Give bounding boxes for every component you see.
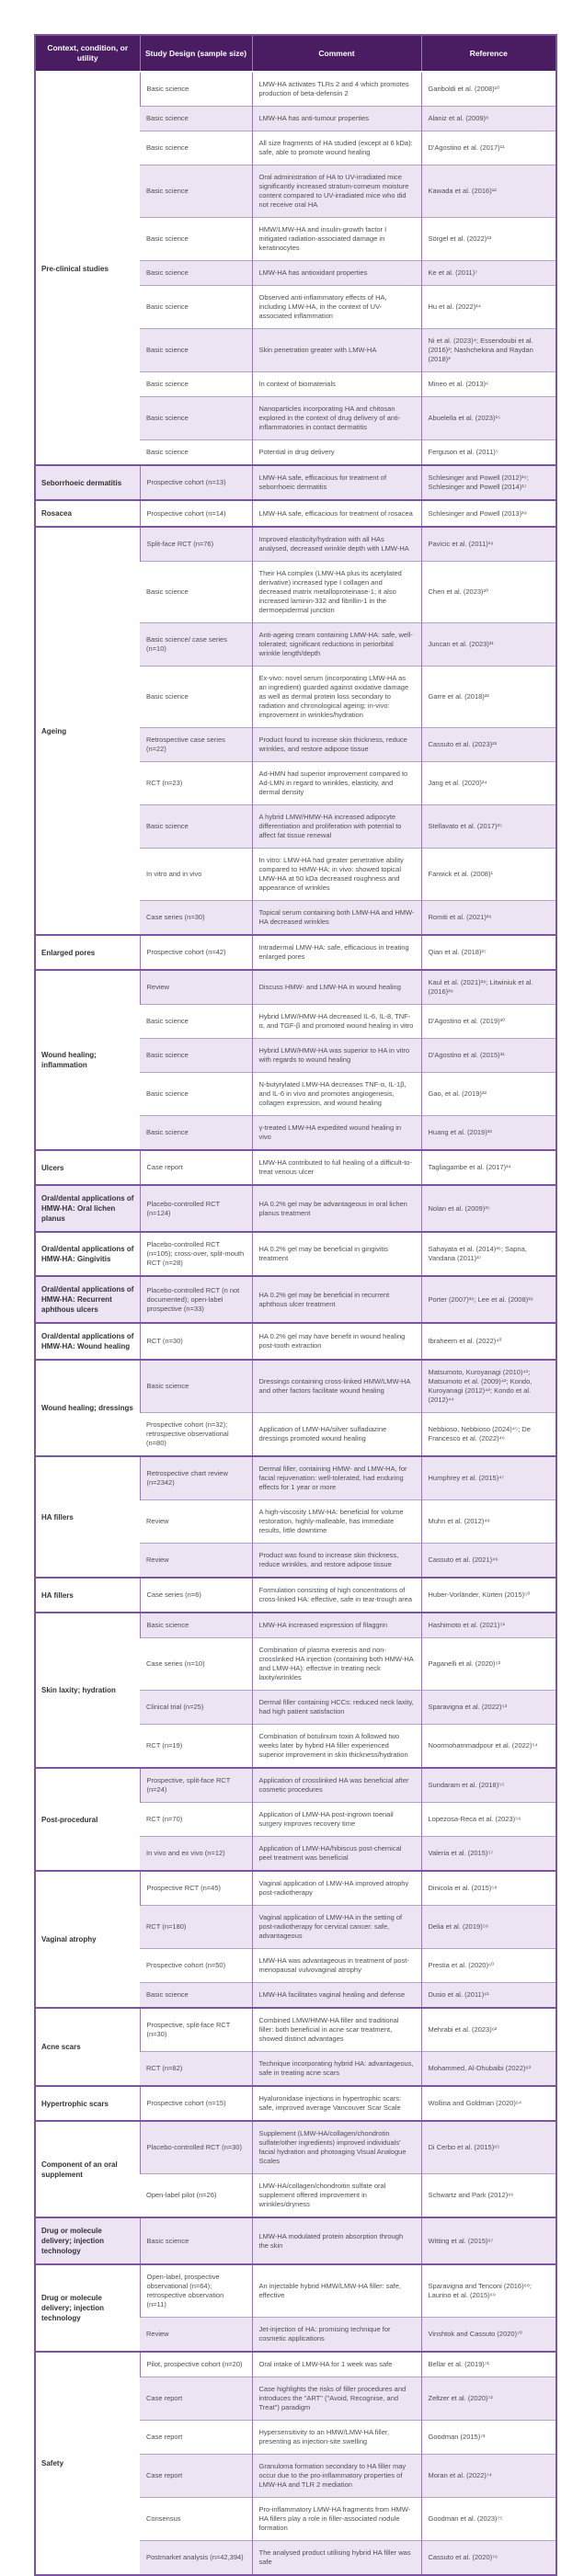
- reference-cell: Cassuto et al. (2023)²³: [421, 728, 555, 762]
- reference-cell: Jang et al. (2020)²⁴: [421, 762, 555, 805]
- design-cell: Case report: [140, 2421, 252, 2455]
- group-label-cell: Drug or molecule delivery; injection technology: [36, 2264, 140, 2352]
- reference-cell: Sörgel et al. (2022)¹³: [421, 218, 555, 261]
- design-cell: Retrospective case series (n=22): [140, 728, 252, 762]
- comment-cell: LMW-HA/collagen/chondroitin sulfate oral supplement offered improvement in wrinkles/dryness: [252, 2174, 421, 2218]
- table-row: [36, 1456, 555, 1500]
- table-row: [36, 1232, 555, 1276]
- table-row: [36, 1185, 555, 1232]
- reference-cell: Gao, et al. (2019)³²: [421, 1073, 555, 1116]
- group-label-cell: Enlarged pores: [36, 935, 140, 970]
- reference-cell: Alaniz et al. (2009)⁸: [421, 107, 555, 131]
- design-cell: Basic science: [140, 72, 252, 107]
- comment-cell: A hybrid LMW/HMW-HA increased adipocyte differentiation and proliferation with potential to affect fat tissue renewal: [252, 805, 421, 849]
- reference-cell: Nebbioso, Nebbioso (2024)⁴⁵; De Francesco et al. (2022)⁴⁶: [421, 1413, 555, 1457]
- design-cell: Review: [140, 1544, 252, 1579]
- reference-cell: Mohammed, Al-Dhubaibi (2022)⁶³: [421, 2052, 555, 2087]
- group-label-cell: Rosacea: [36, 500, 140, 527]
- comment-cell: Granuloma formation secondary to HA filler may occur due to the pro-inflammatory properties of LMW-HA and TLR 2 mediation: [252, 2455, 421, 2498]
- comment-cell: Product was found to increase skin thickness, reduce wrinkles, and restore adipose tissue: [252, 1544, 421, 1579]
- design-cell: Split-face RCT (n=76): [140, 527, 252, 562]
- design-cell: Review: [140, 2318, 252, 2353]
- comment-cell: Ad-HMN had superior improvement compared to Ad-LMN in regard to wrinkles, elasticity, and dermal density: [252, 762, 421, 805]
- design-cell: RCT (n=19): [140, 1725, 252, 1769]
- reference-cell: Sahayata et al. (2014)³⁶; Sapna, Vandana (2011)³⁷: [421, 1232, 555, 1276]
- reference-cell: Moran et al. (2022)⁷⁴: [421, 2455, 555, 2498]
- comment-cell: Hyaluronidase injections in hypertrophic scars: safe, improved average Vancouver Scar Scale: [252, 2086, 421, 2121]
- design-cell: Basic science: [140, 805, 252, 849]
- design-cell: Open-label, prospective observational (n=64); retrospective observation (n=11): [140, 2264, 252, 2318]
- reference-cell: Ibraheem et al. (2022)⁴⁰: [421, 1323, 555, 1360]
- group-label-cell: Drug or molecule delivery; injection technology: [36, 2217, 140, 2264]
- design-cell: Case report: [140, 2377, 252, 2421]
- comment-cell: Combined LMW/HMW-HA filler and traditional filler: both beneficial in acne scar treatment, showed distinct advantages: [252, 2008, 421, 2052]
- table-row: [36, 2121, 555, 2174]
- comment-cell: Supplement (LMW-HA/collagen/chondrotin sulfate/other ingredients) improved individuals' facial hydration and photoaging Visual Analogue Scales: [252, 2121, 421, 2174]
- reference-cell: Cassuto et al. (2020)⁷⁶: [421, 2541, 555, 2575]
- design-cell: Consensus: [140, 2498, 252, 2541]
- design-cell: RCT (n=70): [140, 1803, 252, 1837]
- design-cell: Prospective, split-face RCT (n=30): [140, 2008, 252, 2052]
- reference-cell: Di Cerbo et al. (2015)⁶⁵: [421, 2121, 555, 2174]
- comment-cell: HA 0.2% gel may be beneficial in recurrent aphthous ulcer treatment: [252, 1276, 421, 1323]
- design-cell: Basic science: [140, 1360, 252, 1413]
- evidence-table: [36, 36, 555, 2574]
- comment-cell: Hybrid LMW/HMW-HA was superior to HA in vitro with regards to wound healing: [252, 1039, 421, 1073]
- reference-cell: Goodman (2015)⁷³: [421, 2421, 555, 2455]
- reference-cell: Dinicola et al. (2015)⁵⁸: [421, 1871, 555, 1906]
- column-header-study-design: Study Design (sample size): [140, 36, 252, 72]
- design-cell: Basic science: [140, 165, 252, 218]
- comment-cell: LMW-HA activates TLRs 2 and 4 which promotes production of beta-defensin 2: [252, 72, 421, 107]
- group-label-cell: Wound healing; dressings: [36, 1360, 140, 1456]
- reference-cell: Juncan et al. (2023)²¹: [421, 623, 555, 667]
- table-row: [36, 1150, 555, 1185]
- reference-cell: Cassuto et al. (2021)⁴⁹: [421, 1544, 555, 1579]
- table-row: [36, 970, 555, 1005]
- reference-cell: Zeltzer et al. (2020)⁷²: [421, 2377, 555, 2421]
- design-cell: Basic science: [140, 1005, 252, 1039]
- reference-cell: Dusio et al. (2011)⁶¹: [421, 1983, 555, 2009]
- table-row: [36, 465, 555, 500]
- design-cell: Review: [140, 970, 252, 1005]
- comment-cell: Improved elasticity/hydration with all HAs analysed, decreased wrinkle depth with LMW-HA: [252, 527, 421, 562]
- reference-cell: Gariboldi et al. (2008)¹⁰: [421, 72, 555, 107]
- table-row: [36, 935, 555, 970]
- design-cell: Placebo-controlled RCT (n not documented); open-label prospective (n=33): [140, 1276, 252, 1323]
- table-row: [36, 2217, 555, 2264]
- group-label-cell: Safety: [36, 2352, 140, 2574]
- comment-cell: Application of crosslinked HA was beneficial after cosmetic procedures: [252, 1768, 421, 1803]
- design-cell: Placebo-controlled RCT (n=124): [140, 1185, 252, 1232]
- group-label-cell: Hypertrophic scars: [36, 2086, 140, 2121]
- comment-cell: Dermal filler, containing HMW- and LMW-HA, for facial rejuvenation: well-tolerated, had enduring effects for 1 year or more: [252, 1456, 421, 1500]
- comment-cell: Product found to increase skin thickness, reduce wrinkles, and restore adipose tissue: [252, 728, 421, 762]
- group-label-cell: Vaginal atrophy: [36, 1871, 140, 2008]
- design-cell: Basic science: [140, 397, 252, 440]
- column-header-context: Context, condition, or utility: [36, 36, 140, 72]
- design-cell: Pilot, prospective cohort (n=20): [140, 2352, 252, 2377]
- design-cell: Case report: [140, 2455, 252, 2498]
- reference-cell: Goodman et al. (2023)⁷⁵: [421, 2498, 555, 2541]
- reference-cell: Romiti et al. (2021)²⁶: [421, 901, 555, 936]
- reference-cell: Vinshtok and Cassuto (2020)⁷⁰: [421, 2318, 555, 2353]
- design-cell: Basic science: [140, 667, 252, 728]
- comment-cell: HMW/LMW-HA and insulin-growth factor I mitigated radiation-associated damage in keratinocytes: [252, 218, 421, 261]
- design-cell: Open-label pilot (n=26): [140, 2174, 252, 2218]
- design-cell: Review: [140, 1500, 252, 1544]
- comment-cell: LMW-HA increased expression of filaggrin: [252, 1613, 421, 1638]
- reference-cell: Qian et al. (2018)²⁷: [421, 935, 555, 970]
- design-cell: In vivo and ex vivo (n=12): [140, 1837, 252, 1872]
- design-cell: Basic science: [140, 1039, 252, 1073]
- reference-cell: Huang et al. (2019)³³: [421, 1116, 555, 1151]
- table-row: [36, 2352, 555, 2377]
- comment-cell: HA 0.2% gel may be advantageous in oral lichen planus treatment: [252, 1185, 421, 1232]
- reference-cell: Noormohammadpour et al. (2022)⁵⁴: [421, 1725, 555, 1769]
- comment-cell: Intradermal LMW-HA: safe, efficacious in treating enlarged pores: [252, 935, 421, 970]
- comment-cell: LMW-HA has antioxidant properties: [252, 261, 421, 286]
- group-label-cell: Seborrhoeic dermatitis: [36, 465, 140, 500]
- reference-cell: Bellar et al. (2019)⁷¹: [421, 2352, 555, 2377]
- reference-cell: D'Agostino et al. (2015)³¹: [421, 1039, 555, 1073]
- comment-cell: Skin penetration greater with LMW-HA: [252, 329, 421, 372]
- table-row: [36, 1871, 555, 1906]
- header-row: [36, 36, 555, 72]
- comment-cell: N-butyrylated LMW-HA decreases TNF-α, IL-1β, and IL-6 in vivo and promotes angiogenesis, collagen expression, and wound healing: [252, 1073, 421, 1116]
- design-cell: Placebo-controlled RCT (n=30): [140, 2121, 252, 2174]
- comment-cell: Pro-inflammatory LMW-HA fragments from HMW-HA fillers play a role in filler-associated nodule formation: [252, 2498, 421, 2541]
- reference-cell: D'Agostino et al. (2017)¹¹: [421, 131, 555, 165]
- design-cell: Basic science: [140, 107, 252, 131]
- comment-cell: A high-viscosity LMW-HA: beneficial for volume restoration, highly-malleable, has immediate results, little downtime: [252, 1500, 421, 1544]
- design-cell: Prospective cohort (n=14): [140, 500, 252, 527]
- comment-cell: Anti-ageing cream containing LMW-HA: safe, well-tolerated; significant reductions in periorbital wrinkle length/depth: [252, 623, 421, 667]
- table-row: [36, 2086, 555, 2121]
- table-row: [36, 1323, 555, 1360]
- reference-cell: Garre et al. (2018)²²: [421, 667, 555, 728]
- design-cell: Case series (n=6): [140, 1578, 252, 1613]
- group-label-cell: Ageing: [36, 527, 140, 935]
- reference-cell: Ferguson et al. (2011)⁵: [421, 440, 555, 466]
- design-cell: RCT (n=30): [140, 1323, 252, 1360]
- reference-cell: Witting et al. (2015)⁶⁷: [421, 2217, 555, 2264]
- design-cell: Basic science: [140, 261, 252, 286]
- design-cell: Case report: [140, 1150, 252, 1185]
- comment-cell: Dermal filler containing HCCs: reduced neck laxity, had high patient satisfaction: [252, 1691, 421, 1725]
- reference-cell: Kawada et al. (2016)¹²: [421, 165, 555, 218]
- comment-cell: Case highlights the risks of filler procedures and introduces the "ART" ("Avoid, Recognise, and Treat") paradigm: [252, 2377, 421, 2421]
- reference-cell: Muhn et al. (2012)⁴⁸: [421, 1500, 555, 1544]
- comment-cell: Topical serum containing both LMW-HA and HMW-HA decreased wrinkles: [252, 901, 421, 936]
- table-row: [36, 1276, 555, 1323]
- reference-cell: Huber-Vorländer, Kürten (2015)⁵⁰: [421, 1578, 555, 1613]
- group-label-cell: Pre-clinical studies: [36, 72, 140, 465]
- design-cell: Basic science: [140, 1983, 252, 2009]
- comment-cell: An injectable hybrid HMW/LMW-HA filler: safe, effective: [252, 2264, 421, 2318]
- comment-cell: In vitro: LMW-HA had greater penetrative ability compared to HMW-HA; in vivo: showed topical LMW-HA at 50 kDa decreased roughness and appearance of wrinkles: [252, 849, 421, 901]
- reference-cell: Valeria et al. (2015)⁵⁷: [421, 1837, 555, 1872]
- comment-cell: γ-treated LMW-HA expedited wound healing in vivo: [252, 1116, 421, 1151]
- reference-cell: Farwick et al. (2008)¹: [421, 849, 555, 901]
- group-label-cell: Ulcers: [36, 1150, 140, 1185]
- group-label-cell: Oral/dental applications of HMW-HA: Oral lichen planus: [36, 1185, 140, 1232]
- design-cell: Prospective cohort (n=42): [140, 935, 252, 970]
- table-row: [36, 1768, 555, 1803]
- design-cell: In vitro and in vivo: [140, 849, 252, 901]
- comment-cell: All size fragments of HA studied (except at 6 kDa): safe, able to promote wound healing: [252, 131, 421, 165]
- group-label-cell: HA fillers: [36, 1456, 140, 1578]
- reference-cell: Humphrey et al. (2015)⁴⁷: [421, 1456, 555, 1500]
- design-cell: RCT (n=82): [140, 2052, 252, 2087]
- comment-cell: HA 0.2% gel may have benefit in wound healing post-tooth extraction: [252, 1323, 421, 1360]
- design-cell: Basic science: [140, 1116, 252, 1151]
- group-label-cell: Component of an oral supplement: [36, 2121, 140, 2217]
- reference-cell: Chen et al. (2023)²⁰: [421, 562, 555, 623]
- reference-cell: Sparavigna and Tenconi (2016)⁶⁸; Laurino et al. (2015)⁶⁹: [421, 2264, 555, 2318]
- reference-cell: Sundaram et al. (2018)⁵⁵: [421, 1768, 555, 1803]
- table-body: [36, 72, 555, 2574]
- design-cell: Clinical trial (n=25): [140, 1691, 252, 1725]
- design-cell: Basic science: [140, 2217, 252, 2264]
- comment-cell: Application of LMW-HA/silver sulfadiazine dressings promoted wound healing: [252, 1413, 421, 1457]
- comment-cell: The analysed product utilising hybrid HA filler was safe: [252, 2541, 421, 2575]
- design-cell: Retrospective chart review (n=2342): [140, 1456, 252, 1500]
- comment-cell: Formulation consisting of high concentrations of cross-linked HA: effective, safe in tear-trough area: [252, 1578, 421, 1613]
- reference-cell: Pavicic et al. (2011)¹⁹: [421, 527, 555, 562]
- design-cell: Case series (n=30): [140, 901, 252, 936]
- reference-cell: Matsumoto, Kuroyanagi (2010)⁴¹; Matsumoto et al. (2009)⁴²; Kondo, Kuroyanagi (2012)⁴³; Kondo et al. (2012)⁴⁴: [421, 1360, 555, 1413]
- reference-cell: Delia et al. (2019)⁵⁹: [421, 1906, 555, 1949]
- comment-cell: Technique incorporating hybrid HA: advantageous, safe in treating acne scars: [252, 2052, 421, 2087]
- reference-cell: Schlesinger and Powell (2013)¹⁸: [421, 500, 555, 527]
- design-cell: Prospective RCT (n=45): [140, 1871, 252, 1906]
- reference-cell: Ke et al. (2011)⁷: [421, 261, 555, 286]
- comment-cell: Nanoparticles incorporating HA and chitosan explored in the context of drug delivery of anti-inflammatories in contact dermatitis: [252, 397, 421, 440]
- design-cell: Basic science: [140, 1073, 252, 1116]
- reference-cell: Sparavigna et al. (2022)⁵³: [421, 1691, 555, 1725]
- comment-cell: Combination of plasma exeresis and non-crosslinked HA injection (containing both HMW-HA and LMW-HA): effective in treating neck laxity/wrinkles: [252, 1638, 421, 1691]
- reference-cell: Abuelella et al. (2023)¹⁵: [421, 397, 555, 440]
- design-cell: Placebo-controlled RCT (n=105); cross-over, split-mouth RCT (n=28): [140, 1232, 252, 1276]
- design-cell: Prospective cohort (n=15): [140, 2086, 252, 2121]
- table-row: [36, 2264, 555, 2318]
- comment-cell: In context of biomaterials: [252, 372, 421, 397]
- table-row: [36, 1578, 555, 1613]
- reference-cell: Paganelli et al. (2020)⁵²: [421, 1638, 555, 1691]
- reference-cell: D'Agostino et al. (2019)³⁰: [421, 1005, 555, 1039]
- reference-cell: Prestia et al. (2020)⁶⁰: [421, 1949, 555, 1983]
- comment-cell: Discuss HMW- and LMW-HA in wound healing: [252, 970, 421, 1005]
- comment-cell: Vaginal application of LMW-HA in the setting of post-radiotherapy for cervical cancer: safe, advantageous: [252, 1906, 421, 1949]
- comment-cell: LMW-HA facilitates vaginal healing and defense: [252, 1983, 421, 2009]
- comment-cell: Jet-injection of HA: promising technique for cosmetic applications: [252, 2318, 421, 2353]
- design-cell: RCT (n=23): [140, 762, 252, 805]
- comment-cell: Hybrid LMW/HMW-HA decreased IL-6, IL-8, TNF-α, and TGF-β and promoted wound healing in vitro: [252, 1005, 421, 1039]
- design-cell: Case series (n=10): [140, 1638, 252, 1691]
- comment-cell: Observed anti-inflammatory effects of HA, including LMW-HA, in the context of UV-associated inflammation: [252, 286, 421, 329]
- comment-cell: Hypersensitivity to an HMW/LMW-HA filler, presenting as injection-site swelling: [252, 2421, 421, 2455]
- comment-cell: HA 0.2% gel may be beneficial in gingivitis treatment: [252, 1232, 421, 1276]
- reference-cell: Ni et al. (2023)⁴; Essendoubi et al. (2016)²; Nashchekina and Raydan (2018)³: [421, 329, 555, 372]
- group-label-cell: Wound healing; inflammation: [36, 970, 140, 1150]
- design-cell: Basic science: [140, 1613, 252, 1638]
- design-cell: Basic science: [140, 286, 252, 329]
- design-cell: Basic science: [140, 131, 252, 165]
- comment-cell: Potential in drug delivery: [252, 440, 421, 466]
- table-row: [36, 1613, 555, 1638]
- reference-cell: Hashimoto et al. (2021)⁵¹: [421, 1613, 555, 1638]
- group-label-cell: Post-procedural: [36, 1768, 140, 1871]
- comment-cell: LMW-HA was advantageous in treatment of post-menopausal vulvovaginal atrophy: [252, 1949, 421, 1983]
- design-cell: Basic science: [140, 440, 252, 466]
- comment-cell: LMW-HA modulated protein absorption through the skin: [252, 2217, 421, 2264]
- design-cell: RCT (n=180): [140, 1906, 252, 1949]
- reference-cell: Stellavato et al. (2017)²⁵: [421, 805, 555, 849]
- comment-cell: Oral intake of LMW-HA for 1 week was safe: [252, 2352, 421, 2377]
- reference-cell: Kaul et al. (2021)²⁸; Litwiniuk et al. (2016)²⁹: [421, 970, 555, 1005]
- design-cell: Basic science: [140, 218, 252, 261]
- design-cell: Prospective cohort (n=13): [140, 465, 252, 500]
- reference-cell: Nolan et al. (2009)³⁵: [421, 1185, 555, 1232]
- reference-cell: Schlesinger and Powell (2012)¹⁶; Schlesinger and Powell (2014)¹⁷: [421, 465, 555, 500]
- reference-cell: Schwartz and Park (2012)⁶⁶: [421, 2174, 555, 2218]
- table-row: [36, 527, 555, 562]
- comment-cell: LMW-HA contributed to full healing of a difficult-to-treat venous ulcer: [252, 1150, 421, 1185]
- column-header-reference: Reference: [421, 36, 555, 72]
- design-cell: Postmarket analysis (n=42,394): [140, 2541, 252, 2575]
- comment-cell: Dressings containing cross-linked HMW/LMW-HA and other factors facilitate wound healing: [252, 1360, 421, 1413]
- design-cell: Basic science: [140, 562, 252, 623]
- group-label-cell: Skin laxity; hydration: [36, 1613, 140, 1768]
- table-row: [36, 1360, 555, 1413]
- group-label-cell: Oral/dental applications of HMW-HA: Recurrent aphthous ulcers: [36, 1276, 140, 1323]
- comment-cell: Oral administration of HA to UV-irradiated mice significantly increased stratum-corneum moisture content compared to UV-irradiated mice who did not receive oral HA: [252, 165, 421, 218]
- column-header-comment: Comment: [252, 36, 421, 72]
- design-cell: Prospective cohort (n=50): [140, 1949, 252, 1983]
- group-label-cell: Oral/dental applications of HMW-HA: Gingivitis: [36, 1232, 140, 1276]
- reference-cell: Mehrabi et al. (2023)⁶²: [421, 2008, 555, 2052]
- comment-cell: LMW-HA safe, efficacious for treatment of rosacea: [252, 500, 421, 527]
- reference-cell: Wollina and Goldman (2020)⁶⁴: [421, 2086, 555, 2121]
- comment-cell: Ex-vivo: novel serum (incorporating LMW-HA as an ingredient) guarded against oxidative damage as well as dermal protein loss secondary to radiation and chronological ageing; in-vivo: improvement in wrinkles/hydration: [252, 667, 421, 728]
- comment-cell: Application of LMW-HA/hibiscus post-chemical peel treatment was beneficial: [252, 1837, 421, 1872]
- design-cell: Basic science: [140, 329, 252, 372]
- design-cell: Basic science/ case series (n=10): [140, 623, 252, 667]
- group-label-cell: Acne scars: [36, 2008, 140, 2086]
- table-row: [36, 2008, 555, 2052]
- table-row: [36, 72, 555, 107]
- design-cell: Prospective cohort (n=32); retrospective observational (n=80): [140, 1413, 252, 1457]
- comment-cell: Combination of botulinum toxin A followed two weeks later by hybrid HA filler experienced superior improvement in skin thickness/hydration: [252, 1725, 421, 1769]
- reference-cell: Mineo et al. (2013)⁶: [421, 372, 555, 397]
- comment-cell: Their HA complex (LMW-HA plus its acetylated derivative) increased type I collagen and decreased matrix metalloproteinase-1; it also increased laminin-332 and fibrillin-1 in the dermoepidermal junction: [252, 562, 421, 623]
- table-row: [36, 500, 555, 527]
- reference-cell: Porter (2007)³⁸; Lee et al. (2008)³⁹: [421, 1276, 555, 1323]
- comment-cell: Vaginal application of LMW-HA improved atrophy post-radiotherapy: [252, 1871, 421, 1906]
- clinical-evidence-table: [34, 34, 557, 2576]
- table-header: [36, 36, 555, 72]
- comment-cell: LMW-HA has anti-tumour properties: [252, 107, 421, 131]
- comment-cell: LMW-HA safe, efficacious for treatment of seborrhoeic dermatitis: [252, 465, 421, 500]
- reference-cell: Hu et al. (2022)¹⁴: [421, 286, 555, 329]
- reference-cell: Tagliagambe et al. (2017)³⁴: [421, 1150, 555, 1185]
- design-cell: Basic science: [140, 372, 252, 397]
- group-label-cell: Oral/dental applications of HMW-HA: Wound healing: [36, 1323, 140, 1360]
- group-label-cell: HA fillers: [36, 1578, 140, 1613]
- design-cell: Prospective, split-face RCT (n=24): [140, 1768, 252, 1803]
- comment-cell: Application of LMW-HA post-ingrown toenail surgery improves recovery time: [252, 1803, 421, 1837]
- reference-cell: Lopezosa-Reca et al. (2023)⁵⁶: [421, 1803, 555, 1837]
